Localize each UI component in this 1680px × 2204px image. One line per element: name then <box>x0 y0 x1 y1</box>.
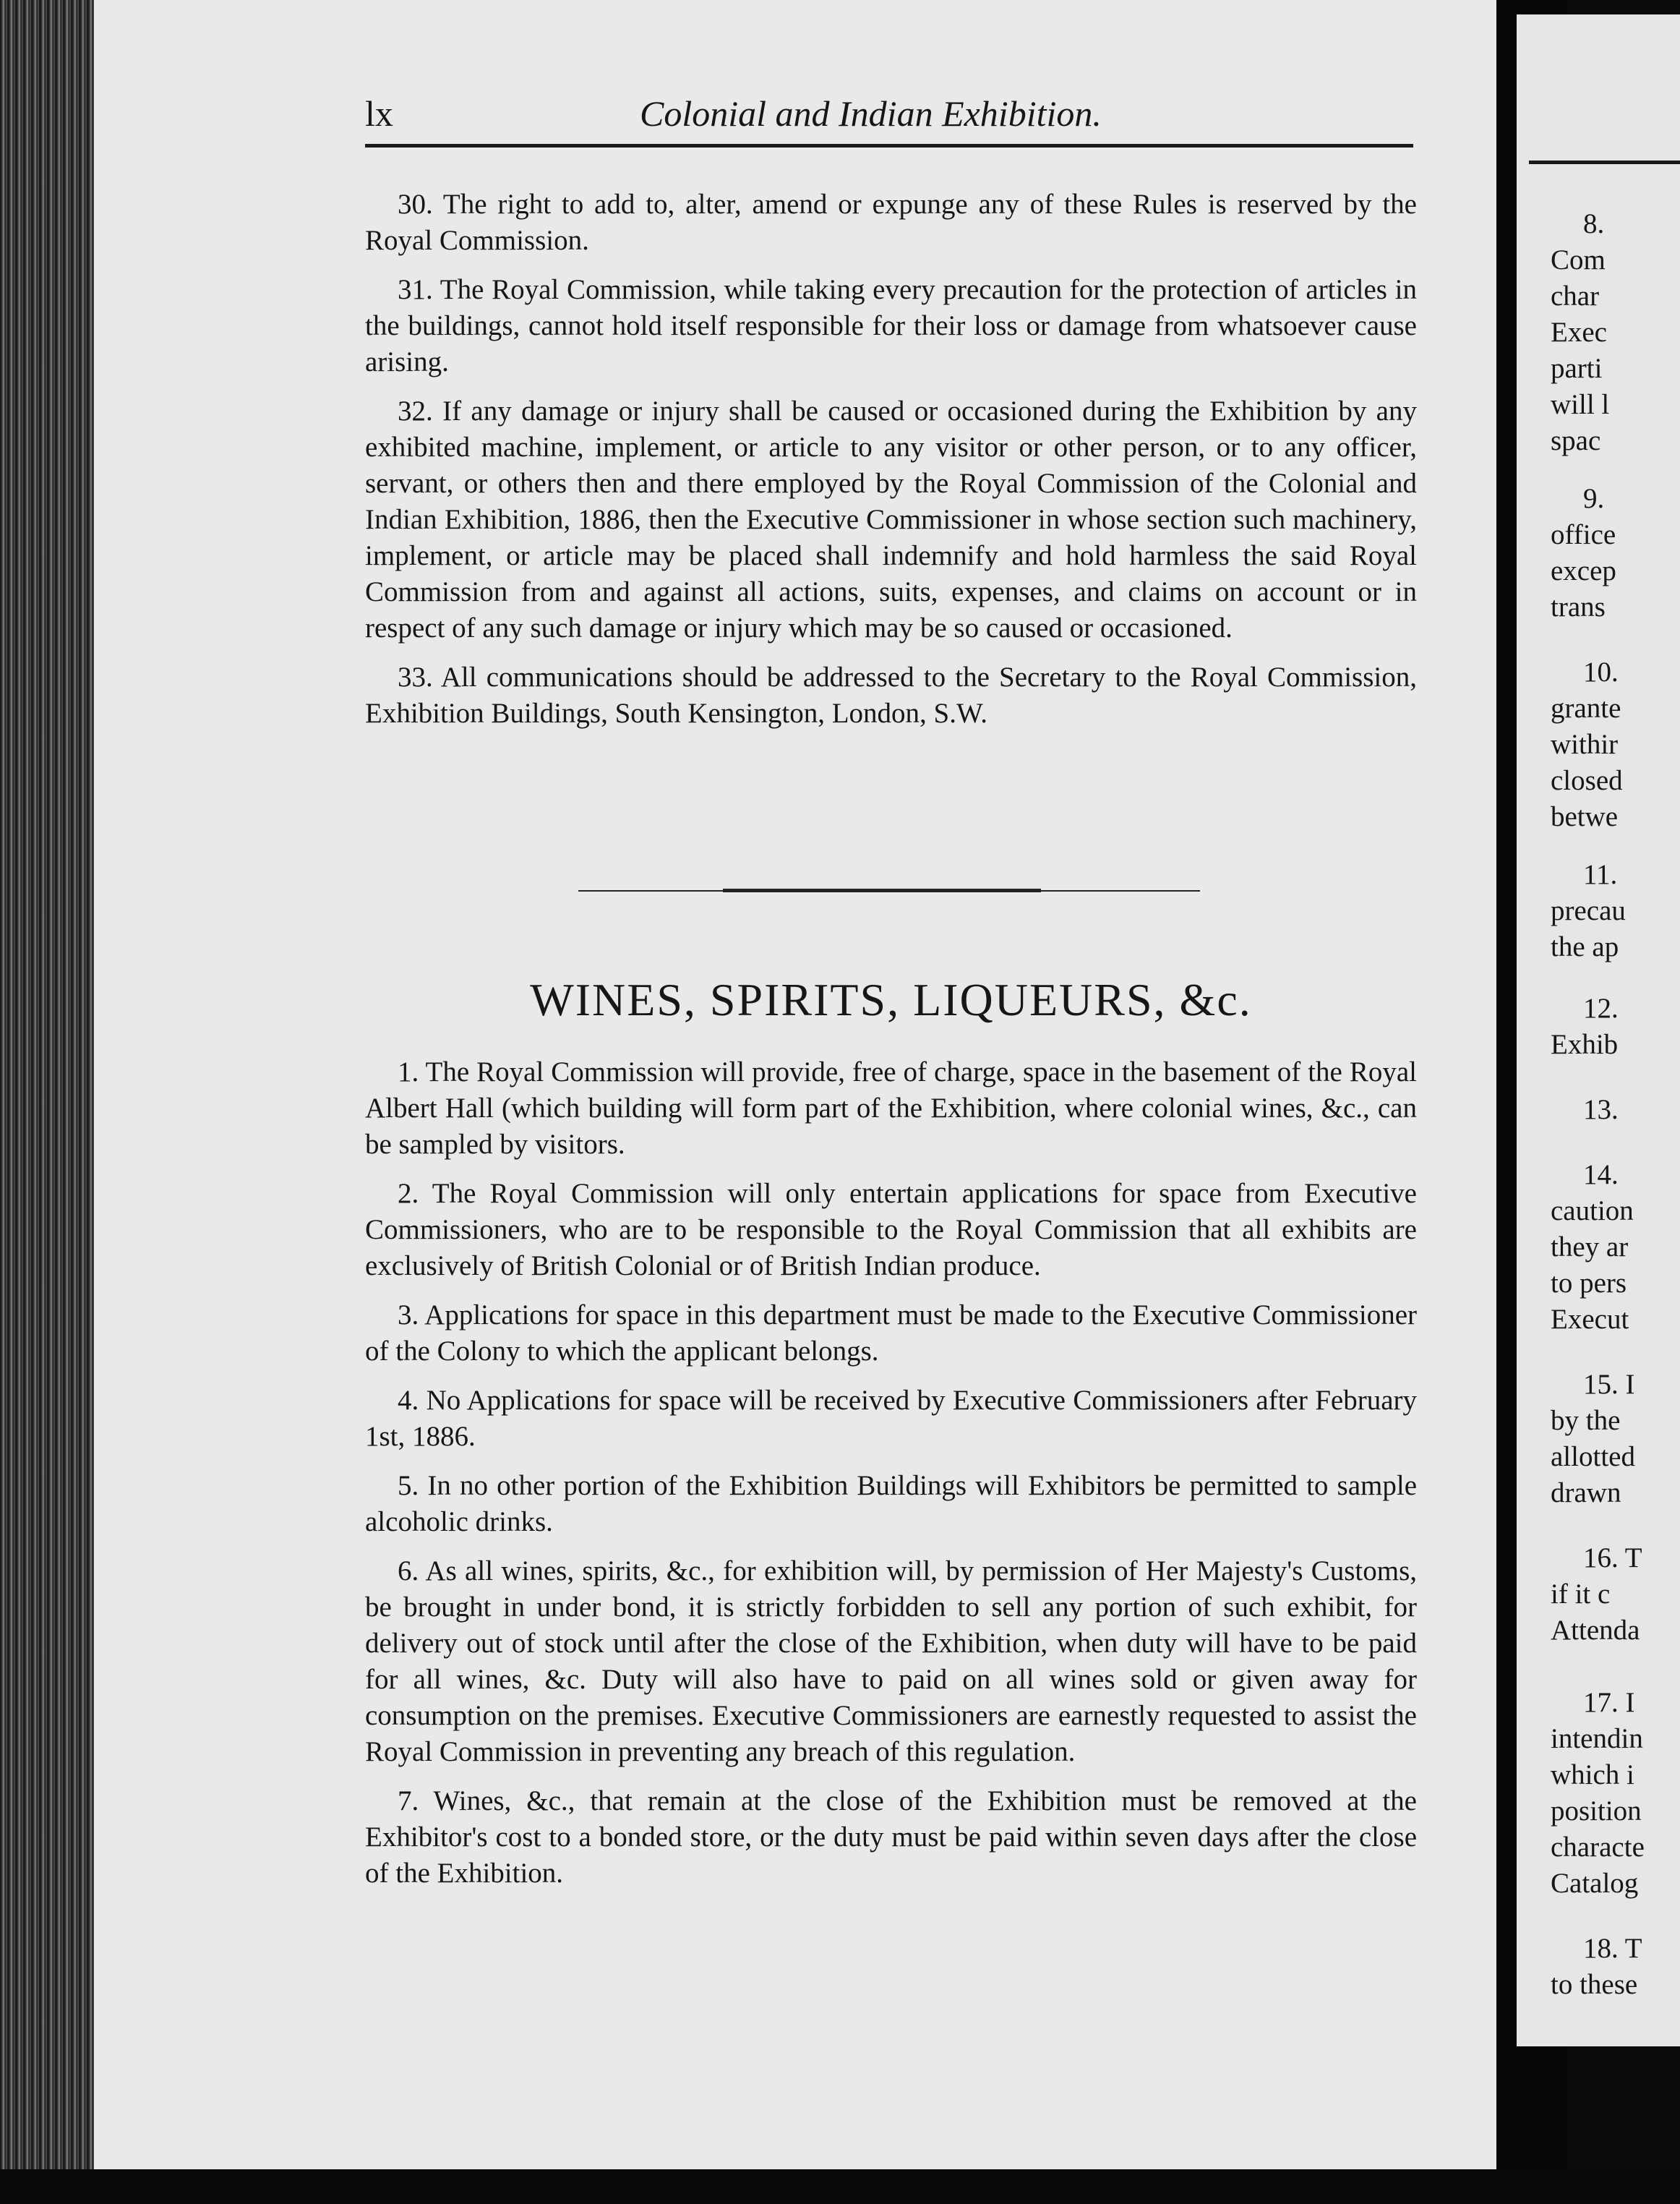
facing-header-rule <box>1529 161 1680 164</box>
facing-page-fragment: 18. T <box>1583 1933 1642 1964</box>
facing-page-fragment: if it c <box>1551 1579 1611 1610</box>
facing-page-fragment: Com <box>1551 244 1606 276</box>
facing-page-fragment: precau <box>1551 895 1626 926</box>
facing-page-fragment: 10. <box>1583 657 1619 688</box>
facing-page-fragment: intendin <box>1551 1723 1643 1754</box>
book-fore-edge <box>0 0 98 2169</box>
facing-page-fragment: to these <box>1551 1969 1638 2000</box>
facing-page-fragment: char <box>1551 281 1600 312</box>
facing-page-fragment: 13. <box>1583 1094 1619 1125</box>
facing-page-fragment: 9. <box>1583 483 1605 514</box>
facing-page-fragment: excep <box>1551 555 1616 586</box>
facing-page-fragment: Catalog <box>1551 1868 1639 1899</box>
rule-paragraph: 30. The right to add to, alter, amend or expunge any of these Rules is reserved by the Royal Commission. <box>365 189 1417 256</box>
facing-page-fragment: position <box>1551 1795 1642 1827</box>
rule-paragraph: 32. If any damage or injury shall be caused or occasioned during the Exhibition by any exhibited machine, implement, or article to any visitor or other person, or to any officer, servant, or others then and there employed by the Royal Commission of the Colonial and Indian Exhibition, 1886, then the Executive Commissioner in whose section such machinery, implement, or article may be placed shall indemnify and hold harmless the said Royal Commission from and against all actions, suits, expenses, and claims on account or in respect of any such damage or injury which may be so caused or occasioned. <box>365 396 1417 644</box>
facing-page-fragment: 8. <box>1583 208 1605 239</box>
facing-page-fragment: they ar <box>1551 1231 1629 1263</box>
rule-paragraph: 7. Wines, &c., that remain at the close of the Exhibition must be removed at the Exhibitor's cost to a bonded store, or the duty must be paid within seven days after the close of the Exhibition. <box>365 1785 1417 1889</box>
wines-rules <box>365 1054 1417 1905</box>
divider-line-thick <box>723 889 1041 892</box>
facing-page-fragment: drawn <box>1551 1477 1621 1508</box>
header-rule <box>365 144 1413 148</box>
facing-page-fragment: 11. <box>1583 859 1618 890</box>
facing-page-fragment: 12. <box>1583 993 1619 1024</box>
facing-page-fragment: caution <box>1551 1195 1634 1226</box>
rule-paragraph: 1. The Royal Commission will provide, free of charge, space in the basement of the Royal Albert Hall (which building will form part of the Exhibition, where colonial wines, &c., can be sampled by visitors. <box>365 1056 1417 1160</box>
facing-page-fragment: parti <box>1551 353 1603 384</box>
facing-page-fragment: the ap <box>1551 931 1619 962</box>
section-divider <box>578 887 1200 897</box>
facing-page-fragment: office <box>1551 519 1616 550</box>
rule-paragraph: 31. The Royal Commission, while taking every precaution for the protection of articles in the buildings, cannot hold itself responsible for their loss or damage from whatsoever cause arising. <box>365 274 1417 377</box>
facing-page-fragment: 16. T <box>1583 1542 1642 1573</box>
rule-paragraph: 33. All communications should be addressed to the Secretary to the Royal Commission, Exhibition Buildings, South Kensington, London, S.W. <box>365 662 1417 729</box>
rule-paragraph: 3. Applications for space in this department must be made to the Executive Commissioner of the Colony to which the applicant belongs. <box>365 1299 1417 1367</box>
facing-page-fragment: withir <box>1551 729 1619 760</box>
facing-page-fragment: Exec <box>1551 317 1607 348</box>
running-head <box>365 93 1420 143</box>
page-number: lx <box>365 93 393 134</box>
facing-page-fragment: spac <box>1551 425 1601 456</box>
rule-paragraph: 4. No Applications for space will be received by Executive Commissioners after February 1st, 1886. <box>365 1385 1417 1452</box>
rules-continued <box>365 187 1417 745</box>
facing-page-fragment: to pers <box>1551 1268 1627 1299</box>
facing-page-fragment: allotted <box>1551 1441 1635 1472</box>
facing-page-fragment: betwe <box>1551 801 1619 832</box>
facing-page-fragment: trans <box>1551 591 1606 623</box>
facing-page-fragment: closed <box>1551 765 1623 796</box>
facing-page-fragment: by the <box>1551 1405 1621 1436</box>
running-title: Colonial and Indian Exhibition. <box>640 93 1102 134</box>
facing-page-fragment: Exhib <box>1551 1029 1619 1060</box>
facing-page-fragment: grante <box>1551 693 1621 724</box>
facing-page-fragment: 17. I <box>1583 1687 1635 1718</box>
facing-page-fragment: which i <box>1551 1759 1634 1790</box>
facing-page-fragment: characte <box>1551 1832 1645 1863</box>
facing-page-fragment: 14. <box>1583 1159 1619 1190</box>
facing-page-fragment: Execut <box>1551 1304 1629 1335</box>
facing-page-fragment: will l <box>1551 389 1610 420</box>
rule-paragraph: 6. As all wines, spirits, &c., for exhibition will, by permission of Her Majesty's Customs, be brought in under bond, it is strictly forbidden to sell any portion of such exhibit, for delivery out of stock until after the close of the Exhibition, when duty will have to be paid for all wines, &c. Duty will also have to paid on all wines sold or given away for consumption on the premises. Executive Commissioners are earnestly requested to assist the Royal Commission in preventing any breach of this regulation. <box>365 1555 1417 1767</box>
scan-bottom-edge <box>0 2169 1680 2204</box>
rule-paragraph: 2. The Royal Commission will only entertain applications for space from Executive Commissioners, who are to be responsible to the Royal Commission that all exhibits are exclusively of British Colonial or of British Indian produce. <box>365 1178 1417 1281</box>
facing-page-fragment: 15. I <box>1583 1369 1635 1400</box>
facing-page-fragment: Attenda <box>1551 1615 1640 1646</box>
section-heading: WINES, SPIRITS, LIQUEURS, &c. <box>530 974 1252 1025</box>
rule-paragraph: 5. In no other portion of the Exhibition Buildings will Exhibitors be permitted to sample alcoholic drinks. <box>365 1470 1417 1537</box>
